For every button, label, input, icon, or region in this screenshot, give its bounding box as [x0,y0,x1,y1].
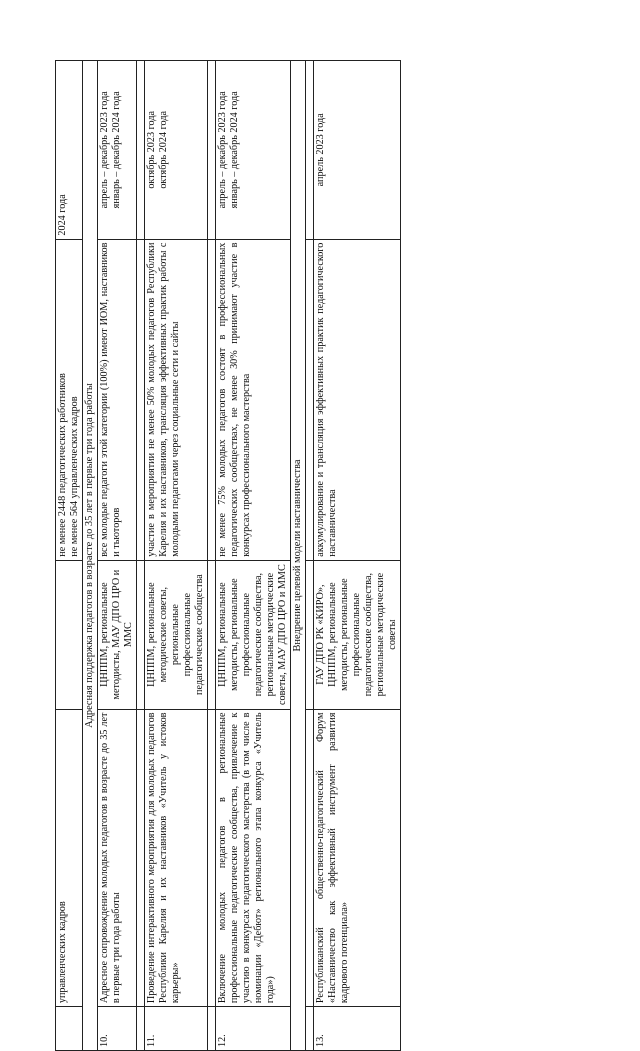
cell-exec: ЦНППМ, региональные методисты, МАУ ДПО ЦРО и ММС [98,560,137,709]
plan-table [55,60,401,1051]
cell-result: не менее 75% молодых педагогов состоят в профессиональных педагогических сообществах, не менее 30% принимают участие в конкурсах профессионального мастерства [216,239,291,560]
cell-num: 11. [145,1007,208,1051]
table-row [98,61,137,1051]
cell-date [216,61,291,240]
section-title: Адресная поддержка педагогов в возрасте до 35 лет в первые три года работы [83,61,98,1051]
cell-num: 13. [314,1007,401,1051]
spacer-row [306,61,314,1051]
spacer-row [137,61,145,1051]
table-row [145,61,208,1051]
section-title: Внедрение целевой модели наставничества [291,61,306,1051]
cell-exec: ЦНППМ, региональные методисты, региональные профессиональные педагогические сообщества, региональные методические советы, МАУ ДПО ЦРО и ММС [216,560,291,709]
cell-result: все молодые педагоги этой категории (100%) имеют ИОМ, наставников и тьюторов [98,239,137,560]
table-row [314,61,401,1051]
date-line: октябрь 2024 года [158,110,169,189]
cell-result [56,239,83,560]
cell-num: 12. [216,1007,291,1051]
cell-exec: ГАУ ДПО РК «КИРО», ЦНППМ, региональные методисты, региональные профессиональные педагогические сообщества, региональные методические советы [314,560,401,709]
cell-date [98,61,137,240]
date-line: январь – декабрь 2024 года [111,91,122,209]
date-line: апрель – декабрь 2023 года [217,91,228,209]
table-row [56,61,83,1051]
cell-name: Республиканский общественно-педагогический Форум «Наставничество как эффективный инструмент развития кадрового потенциала» [314,709,401,1007]
cell-name: управленческих кадров [56,709,83,1007]
result-line: не менее 564 управленческих кадров [69,396,80,557]
date-line: апрель – декабрь 2023 года [99,91,110,209]
cell-result: аккумулирование и трансляция эффективных практик педагогического наставничества [314,239,401,560]
rotated-table-wrapper [55,60,586,1051]
section-row [83,61,98,1051]
cell-date: 2024 года [56,61,83,240]
cell-name: Проведение интерактивного мероприятия для молодых педагогов Республики Карелия и их наставников «Учитель у истоков карьеры» [145,709,208,1007]
cell-result: участие в мероприятии не менее 50% молодых педагогов Республики Карелия и их наставников, трансляция эффективных практик работы с молодыми педагогами через социальные сети и сайты [145,239,208,560]
cell-date [145,61,208,240]
cell-num: 10. [98,1007,137,1051]
date-line: октябрь 2023 года [146,110,157,189]
date-line: январь – декабрь 2024 года [229,91,240,209]
cell-date: апрель 2023 года [314,61,401,240]
cell-num [56,1007,83,1051]
result-line: не менее 2448 педагогических работников [57,373,68,557]
section-row [291,61,306,1051]
cell-exec: ЦНППМ, региональные методические советы, региональные профессиональные педагогические сообщества [145,560,208,709]
table-row [216,61,291,1051]
cell-exec [56,560,83,709]
cell-name: Адресное сопровождение молодых педагогов в возрасте до 35 лет в первые три года работы [98,709,137,1007]
cell-name: Включение молодых педагогов в региональные профессиональные педагогические сообщества, привлечение к участию в конкурсах педагогического мастерства (в том числе в номинации «Дебют» регионального этапа конкурса «Учитель года») [216,709,291,1007]
spacer-row [208,61,216,1051]
